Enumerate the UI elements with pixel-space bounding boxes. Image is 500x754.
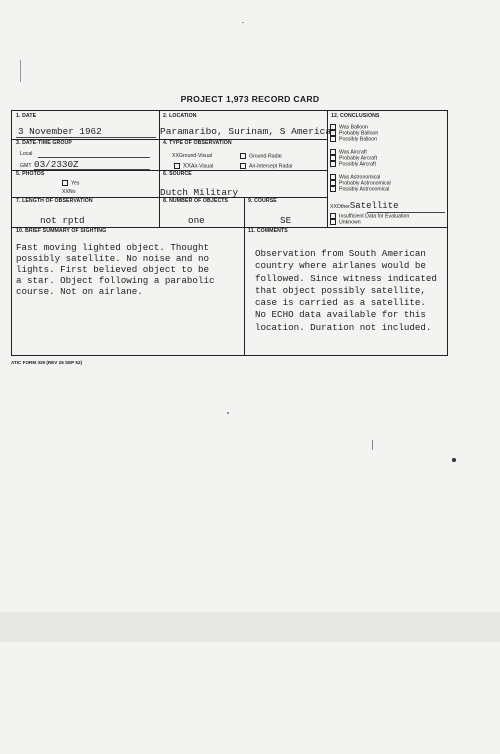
unknown-text: Unknown bbox=[339, 219, 361, 226]
air-visual-option bbox=[174, 163, 213, 169]
checkbox-icon bbox=[330, 161, 336, 167]
insufficient-text: Insufficient Data for Evaluation bbox=[339, 213, 410, 220]
comments-line: followed. Since witness indicated bbox=[255, 272, 437, 284]
scan-speck bbox=[452, 458, 456, 462]
ground-radar-option bbox=[240, 153, 282, 159]
course-value: SE bbox=[280, 215, 292, 226]
course-label: 9. COURSE bbox=[248, 198, 277, 204]
number-of-objects-label: 8. NUMBER OF OBJECTS bbox=[163, 198, 229, 204]
conclusion-option bbox=[330, 186, 389, 193]
summary-line: a star. Object following a parabolic bbox=[16, 275, 215, 286]
conclusions-label: 12. CONCLUSIONS bbox=[331, 113, 380, 119]
comments-line: location. Duration not included. bbox=[255, 321, 432, 333]
conclusion-unknown bbox=[330, 219, 361, 226]
conclusion-option bbox=[330, 136, 377, 143]
photos-yes-option bbox=[62, 180, 79, 186]
length-value: not rptd bbox=[40, 215, 85, 226]
summary-line: Fast moving lighted object. Thought bbox=[16, 242, 209, 253]
gmt-value: 03/2330Z bbox=[34, 159, 79, 170]
datetime-label: 3. DATE-TIME GROUP bbox=[16, 140, 72, 146]
record-card-form bbox=[11, 110, 448, 356]
ground-visual-option bbox=[172, 153, 212, 159]
air-visual-mark: XX bbox=[183, 163, 192, 170]
conclusion-option-text: Possibly Balloon bbox=[339, 135, 378, 142]
ground-visual-mark: XX bbox=[172, 153, 179, 159]
conclusion-option-text: Possibly Astronomical bbox=[339, 185, 390, 192]
checkbox-icon bbox=[240, 163, 246, 169]
comments-line: that object possibly satellite, bbox=[255, 284, 426, 296]
summary-label: 10. BRIEF SUMMARY OF SIGHTING bbox=[16, 228, 107, 234]
checkbox-icon bbox=[240, 153, 246, 159]
scan-speck bbox=[20, 60, 21, 82]
conclusion-option-text: Probably Aircraft bbox=[339, 155, 378, 162]
conclusion-option-text: Probably Astronomical bbox=[339, 180, 391, 187]
photos-no-mark: XX bbox=[62, 189, 69, 195]
conclusion-option-text: Was Balloon bbox=[339, 124, 368, 131]
summary-line: lights. First believed object to be bbox=[16, 264, 209, 275]
air-visual-text: Air-Visual bbox=[191, 163, 214, 170]
page-title: PROJECT 1,973 RECORD CARD bbox=[180, 94, 320, 104]
number-of-objects-value: one bbox=[188, 215, 205, 226]
checkbox-icon bbox=[62, 180, 68, 186]
source-label: 6. SOURCE bbox=[163, 171, 192, 177]
conclusion-option bbox=[330, 161, 376, 168]
conclusion-option-text: Probably Balloon bbox=[339, 130, 379, 137]
conclusion-option-text: Possibly Aircraft bbox=[339, 160, 376, 167]
local-label: Local bbox=[20, 151, 33, 157]
comments-text bbox=[255, 248, 437, 334]
scan-speck bbox=[242, 22, 244, 23]
photos-no-text: No bbox=[68, 189, 76, 195]
comments-line: No ECHO data available for this bbox=[255, 309, 426, 321]
observation-type-label: 4. TYPE OF OBSERVATION bbox=[163, 140, 232, 146]
date-value: 3 November 1962 bbox=[18, 126, 102, 137]
length-label: 7. LENGTH OF OBSERVATION bbox=[16, 198, 93, 204]
air-intercept-radar-text: Air-Intercept Radar bbox=[249, 163, 293, 170]
scan-speck bbox=[227, 412, 229, 414]
conclusion-other bbox=[330, 201, 399, 211]
checkbox-icon bbox=[330, 219, 336, 225]
form-footer: ATIC FORM 329 (REV 26 SEP 52) bbox=[11, 360, 83, 365]
other-label: Other bbox=[336, 204, 350, 210]
comments-line: case is carried as a satellite. bbox=[255, 297, 426, 309]
other-mark: XX bbox=[330, 204, 337, 210]
other-value: Satellite bbox=[349, 201, 399, 211]
photos-label: 5. PHOTOS bbox=[16, 171, 45, 177]
ground-radar-text: Ground-Radar bbox=[249, 153, 283, 160]
checkbox-icon bbox=[330, 136, 336, 142]
comments-line: country where airlanes would be bbox=[255, 260, 426, 272]
gmt-label: GMT bbox=[20, 163, 32, 169]
source-value: Dutch Military bbox=[160, 187, 239, 198]
ground-visual-text: Ground-Visual bbox=[178, 153, 212, 159]
air-intercept-radar-option bbox=[240, 163, 293, 169]
summary-text bbox=[16, 242, 214, 297]
summary-line: possibly satellite. No noise and no bbox=[16, 253, 209, 264]
location-value: Paramaribo, Surinam, S America bbox=[160, 126, 332, 137]
summary-line: course. Not on airlane. bbox=[16, 286, 143, 297]
conclusion-option-text: Was Astronomical bbox=[339, 174, 381, 181]
photos-yes-text: Yes bbox=[71, 180, 80, 187]
comments-line: Observation from South American bbox=[255, 248, 426, 259]
comments-label: 11. COMMENTS bbox=[248, 228, 288, 234]
checkbox-icon bbox=[174, 163, 180, 169]
date-label: 1. DATE bbox=[16, 113, 37, 119]
photos-no-option bbox=[62, 189, 76, 195]
scan-shadow-band bbox=[0, 612, 500, 642]
scan-speck bbox=[372, 440, 373, 450]
conclusion-option-text: Was Aircraft bbox=[339, 149, 367, 156]
location-label: 2. LOCATION bbox=[163, 113, 197, 119]
checkbox-icon bbox=[330, 186, 336, 192]
